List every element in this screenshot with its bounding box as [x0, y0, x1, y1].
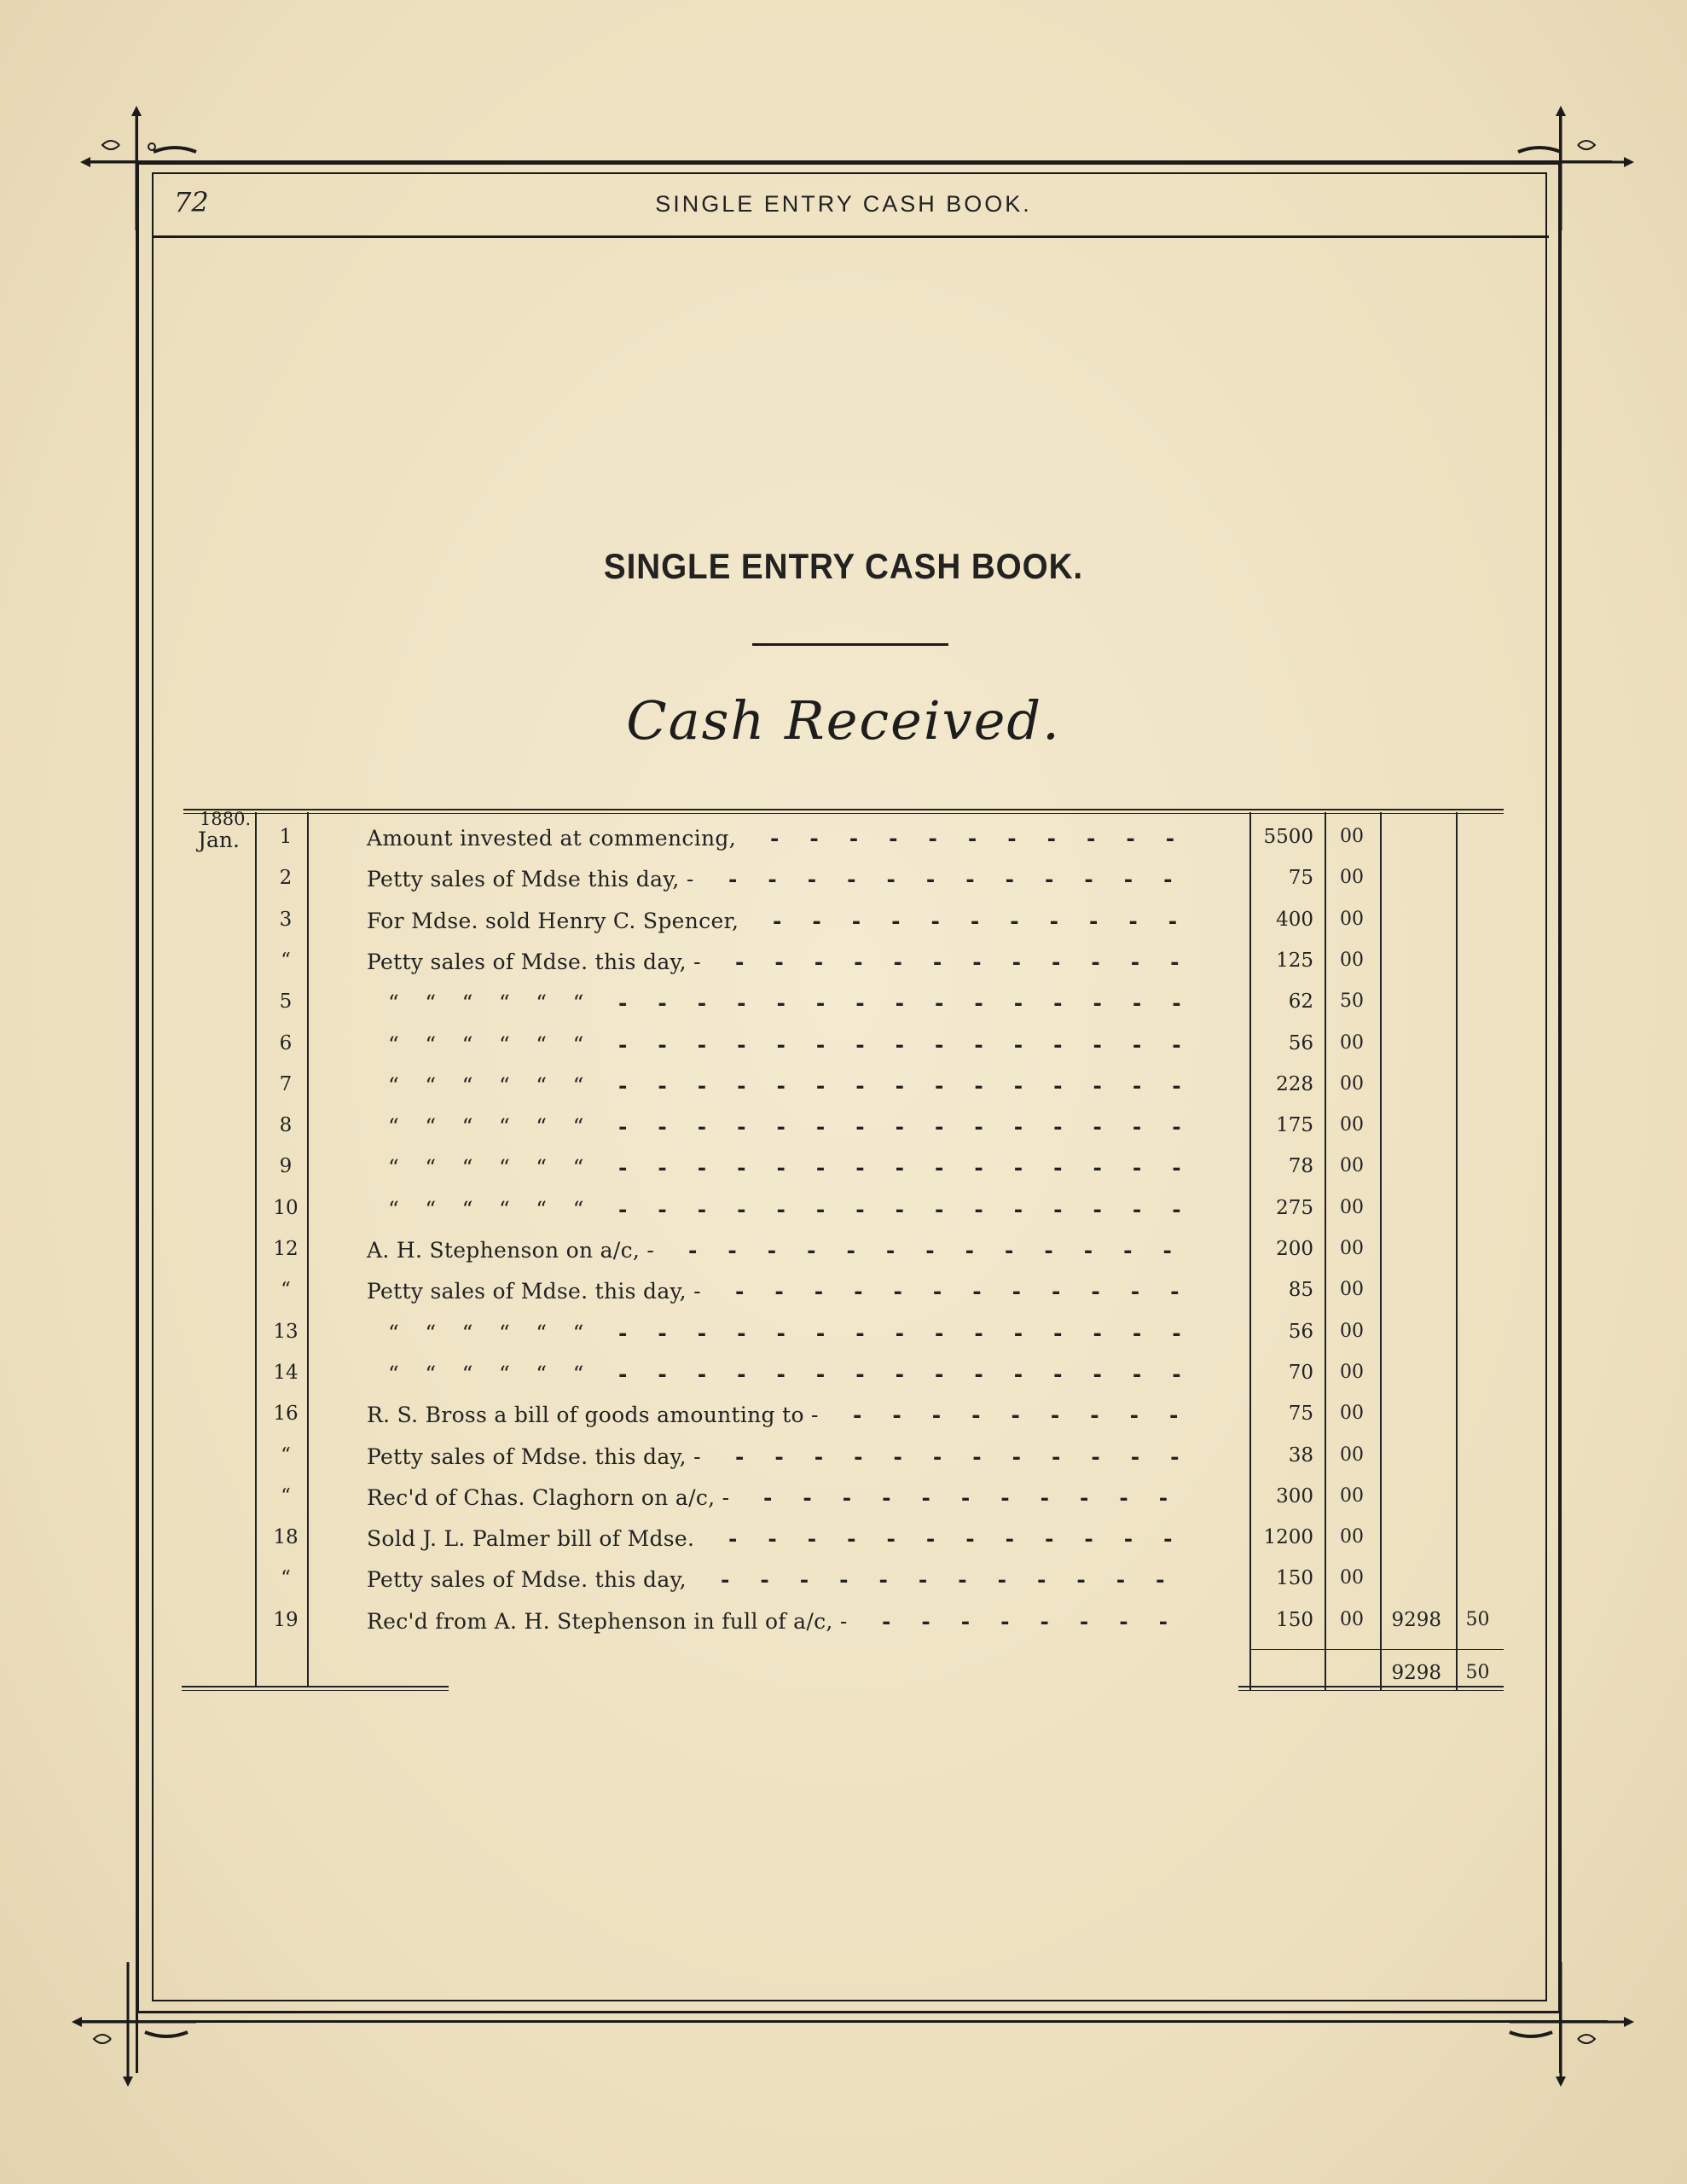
entry-amount-cents: 50 [1340, 990, 1364, 1012]
ledger-row [0, 867, 1687, 908]
entry-amount-cents: 00 [1340, 1403, 1364, 1424]
entry-day: 13 [273, 1321, 299, 1343]
entry-amount-cents: 00 [1340, 1279, 1364, 1300]
section-heading: Cash Received. [626, 689, 1061, 752]
leader-dots: ------------ [728, 867, 1203, 892]
entry-description: Petty sales of Mdse. this day, - [367, 1279, 701, 1304]
footer-rule-left-thin [182, 1690, 449, 1691]
entry-amount-dollars: 150 [1276, 1567, 1313, 1589]
entry-description: “ “ “ “ “ “ [388, 1197, 584, 1222]
entry-description: Petty sales of Mdse. this day, - [367, 950, 701, 974]
entry-amount-cents: 00 [1340, 1073, 1364, 1095]
entry-amount-cents: 00 [1340, 950, 1364, 971]
entry-amount-dollars: 400 [1276, 909, 1313, 931]
entry-day: “ [281, 1485, 291, 1507]
leader-dots: ------------ [735, 1444, 1210, 1469]
ledger-row [0, 1485, 1687, 1526]
entry-day: 14 [273, 1362, 299, 1384]
entry-amount-cents: 00 [1340, 1238, 1364, 1259]
leader-dots: --------------- [618, 1321, 1212, 1345]
leader-dots: --------------- [618, 1032, 1212, 1057]
ledger-row [0, 1114, 1687, 1155]
leader-dots: --------------- [618, 1197, 1212, 1222]
entry-amount-dollars: 75 [1288, 867, 1313, 889]
ledger-row [0, 990, 1687, 1031]
ledger-row [0, 1444, 1687, 1485]
entry-amount-cents: 00 [1340, 1321, 1364, 1342]
leader-dots: --------------- [618, 1114, 1212, 1139]
ledger-row [0, 1403, 1687, 1443]
entry-amount-cents: 00 [1340, 909, 1364, 930]
leader-dots: ------------- [688, 1238, 1203, 1263]
ledger-row [0, 1155, 1687, 1196]
entry-amount-dollars: 200 [1276, 1238, 1313, 1260]
entry-description: Rec'd from A. H. Stephenson in full of a/c, - [367, 1609, 848, 1634]
entry-description: Rec'd of Chas. Claghorn on a/c, - [367, 1485, 730, 1510]
leader-dots: --------------- [618, 990, 1212, 1015]
entry-amount-cents: 00 [1340, 1526, 1364, 1548]
entry-day: 8 [279, 1114, 293, 1136]
entry-day: “ [281, 1444, 291, 1467]
leader-dots: --------- [853, 1403, 1209, 1427]
entry-day: 19 [273, 1609, 299, 1631]
entry-description: Petty sales of Mdse. this day, [367, 1567, 687, 1592]
footer-rule-right [1238, 1686, 1504, 1687]
entry-amount-dollars: 85 [1288, 1279, 1313, 1301]
entry-amount-dollars: 75 [1288, 1403, 1313, 1425]
entry-amount-dollars: 5500 [1263, 826, 1313, 848]
entry-amount-dollars: 125 [1276, 950, 1313, 972]
leader-dots: ------------ [735, 1279, 1210, 1304]
ledger-month: Jan. [198, 828, 240, 852]
footer-total-cents: 50 [1465, 1662, 1490, 1683]
ledger-row [0, 950, 1687, 990]
ledger-row [0, 1279, 1687, 1320]
entry-description: “ “ “ “ “ “ [388, 1362, 584, 1386]
leader-dots: ----------- [773, 909, 1209, 933]
ledger-row [0, 1238, 1687, 1279]
leader-dots: -------- [882, 1609, 1199, 1634]
entry-amount-dollars: 38 [1288, 1444, 1313, 1467]
ledger-row [0, 1609, 1687, 1650]
entry-description: A. H. Stephenson on a/c, - [367, 1238, 655, 1263]
leader-dots: --------------- [618, 1362, 1212, 1386]
entry-description: “ “ “ “ “ “ [388, 1073, 584, 1098]
ledger-row [0, 1362, 1687, 1403]
entry-day: 12 [273, 1238, 299, 1260]
ledger-row [0, 1073, 1687, 1114]
entry-description: “ “ “ “ “ “ [388, 1032, 584, 1057]
entry-day: 18 [273, 1526, 299, 1548]
leader-dots: ----------- [763, 1485, 1199, 1510]
leader-dots: ------------ [721, 1567, 1196, 1592]
entry-amount-dollars: 70 [1288, 1362, 1313, 1384]
ledger-row [0, 1526, 1687, 1567]
entry-amount-dollars: 275 [1276, 1197, 1313, 1219]
entry-amount-dollars: 62 [1288, 990, 1313, 1013]
entry-day: 7 [279, 1073, 293, 1095]
entry-amount-cents: 00 [1340, 1609, 1364, 1630]
entry-description: “ “ “ “ “ “ [388, 1321, 584, 1345]
entry-amount-cents: 00 [1340, 1485, 1364, 1507]
footer-rule-left [182, 1686, 449, 1687]
entry-amount-dollars: 56 [1288, 1321, 1313, 1343]
leader-dots: ----------- [770, 826, 1206, 851]
ledger-row [0, 826, 1687, 867]
entry-day: “ [281, 950, 291, 972]
ledger-row [0, 1197, 1687, 1238]
entry-description: Petty sales of Mdse this day, - [367, 867, 694, 892]
entry-description: R. S. Bross a bill of goods amounting to - [367, 1403, 819, 1427]
entry-description: Amount invested at commencing, [367, 826, 736, 851]
entry-amount-dollars: 228 [1276, 1073, 1313, 1095]
ledger-row [0, 1567, 1687, 1608]
running-total-dollars: 9298 [1391, 1609, 1441, 1631]
entry-description: “ “ “ “ “ “ [388, 990, 584, 1015]
entry-day: 3 [279, 909, 293, 931]
entry-day: 2 [279, 867, 293, 889]
entry-day: 10 [273, 1197, 299, 1219]
entry-day: 5 [279, 990, 293, 1013]
leader-dots: --------------- [618, 1155, 1212, 1180]
entry-description: Sold J. L. Palmer bill of Mdse. [367, 1526, 695, 1551]
entry-amount-dollars: 150 [1276, 1609, 1313, 1631]
entry-amount-cents: 00 [1340, 1362, 1364, 1383]
entry-amount-dollars: 78 [1288, 1155, 1313, 1177]
entry-description: For Mdse. sold Henry C. Spencer, [367, 909, 739, 933]
entry-day: 16 [273, 1403, 299, 1425]
entry-amount-cents: 00 [1340, 1155, 1364, 1176]
entry-description: “ “ “ “ “ “ [388, 1114, 584, 1139]
ledger-row [0, 1032, 1687, 1073]
entry-description: Petty sales of Mdse. this day, - [367, 1444, 701, 1469]
leader-dots: ------------ [735, 950, 1210, 974]
running-total-cents: 50 [1465, 1609, 1490, 1630]
entry-amount-cents: 00 [1340, 1197, 1364, 1218]
footer-rule-right-thin [1238, 1690, 1504, 1691]
entry-day: 1 [279, 826, 293, 848]
entry-day: “ [281, 1567, 291, 1589]
entry-day: “ [281, 1279, 291, 1301]
subtotal-rule [1250, 1649, 1504, 1650]
entry-amount-cents: 00 [1340, 1567, 1364, 1589]
page-title: SINGLE ENTRY CASH BOOK. [603, 546, 1084, 586]
entry-amount-cents: 00 [1340, 826, 1364, 847]
ledger-year: 1880. [200, 809, 252, 829]
entry-amount-cents: 00 [1340, 1444, 1364, 1466]
entry-description: “ “ “ “ “ “ [388, 1155, 584, 1180]
leader-dots: --------------- [618, 1073, 1212, 1098]
entry-amount-cents: 00 [1340, 1114, 1364, 1136]
leader-dots: ------------ [728, 1526, 1203, 1551]
ledger-row [0, 1321, 1687, 1362]
ledger-row [0, 909, 1687, 950]
entry-day: 6 [279, 1032, 293, 1054]
entry-amount-dollars: 175 [1276, 1114, 1313, 1136]
running-title: SINGLE ENTRY CASH BOOK. [655, 191, 1032, 217]
entry-amount-cents: 00 [1340, 867, 1364, 888]
entry-amount-dollars: 300 [1276, 1485, 1313, 1507]
ledger-top-rule [183, 809, 1504, 810]
entry-day: 9 [279, 1155, 293, 1177]
footer-total-dollars: 9298 [1391, 1662, 1441, 1684]
entry-amount-dollars: 56 [1288, 1032, 1313, 1054]
entry-amount-dollars: 1200 [1263, 1526, 1313, 1548]
entry-amount-cents: 00 [1340, 1032, 1364, 1054]
page-number: 72 [174, 186, 209, 218]
ledger-top-rule-thin [183, 813, 1504, 814]
